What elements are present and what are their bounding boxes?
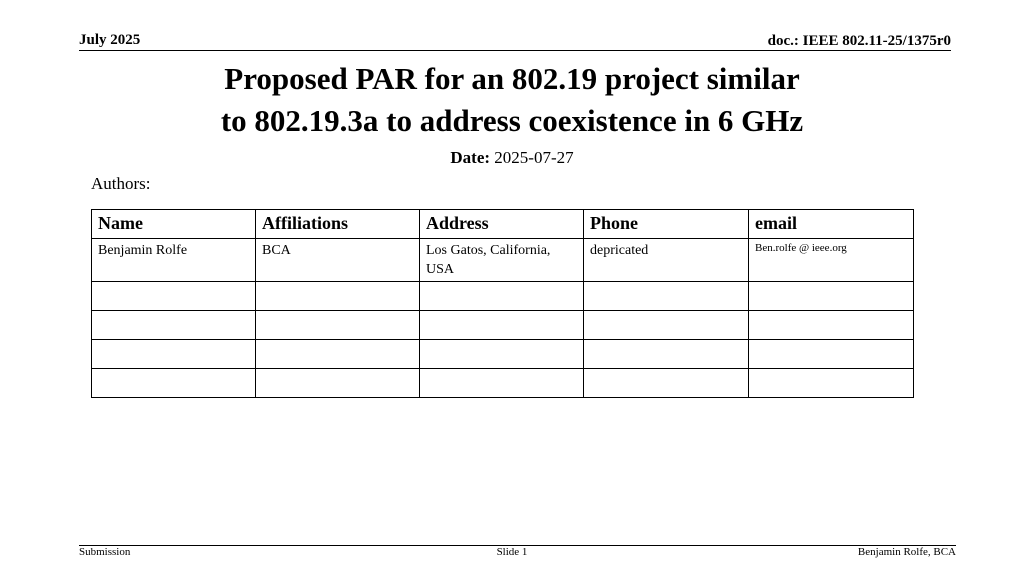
cell-address [420,282,584,311]
header-cell-name: Name [92,210,256,239]
cell-phone [584,282,749,311]
cell-email [749,311,914,340]
cell-affiliation [256,369,420,398]
cell-name [92,282,256,311]
cell-name [92,311,256,340]
header-cell-affiliations: Affiliations [256,210,420,239]
cell-name [92,340,256,369]
table-row [92,239,914,282]
footer-slide-number: Slide 1 [496,546,528,558]
table-row [92,282,914,311]
table-row [92,369,914,398]
header-divider [79,50,951,51]
footer-submission: Submission [79,546,131,558]
cell-phone: depricated [584,239,749,282]
slide-title-line-1: Proposed PAR for an 802.19 project similar [224,61,800,96]
header-cell-phone: Phone [584,210,749,239]
cell-affiliation [256,340,420,369]
cell-address [420,340,584,369]
cell-address [420,311,584,340]
cell-email [749,340,914,369]
cell-name: Benjamin Rolfe [92,239,256,282]
slide-title [0,58,1024,142]
authors-table [91,209,914,398]
authors-label: Authors: [91,174,151,193]
cell-affiliation [256,311,420,340]
cell-phone [584,311,749,340]
date-value: 2025-07-27 [494,148,574,167]
cell-email [749,282,914,311]
footer-author: Benjamin Rolfe, BCA [857,546,956,558]
cell-address [420,369,584,398]
slide-title-line-2: to 802.19.3a to address coexistence in 6 GHz [220,103,804,138]
header-cell-email: email [749,210,914,239]
cell-email: Ben.rolfe @ ieee.org [749,239,914,282]
date-label: Date: [450,148,491,167]
header-cell-address: Address [420,210,584,239]
table-header-row [92,210,914,239]
header-date: July 2025 [79,32,141,48]
date-line [0,148,1024,168]
cell-affiliation: BCA [256,239,420,282]
table-row [92,340,914,369]
cell-name [92,369,256,398]
table-row [92,311,914,340]
cell-address: Los Gatos, California, USA [420,239,584,282]
cell-affiliation [256,282,420,311]
cell-phone [584,340,749,369]
cell-phone [584,369,749,398]
header-doc-id: doc.: IEEE 802.11-25/1375r0 [767,33,951,49]
cell-email [749,369,914,398]
